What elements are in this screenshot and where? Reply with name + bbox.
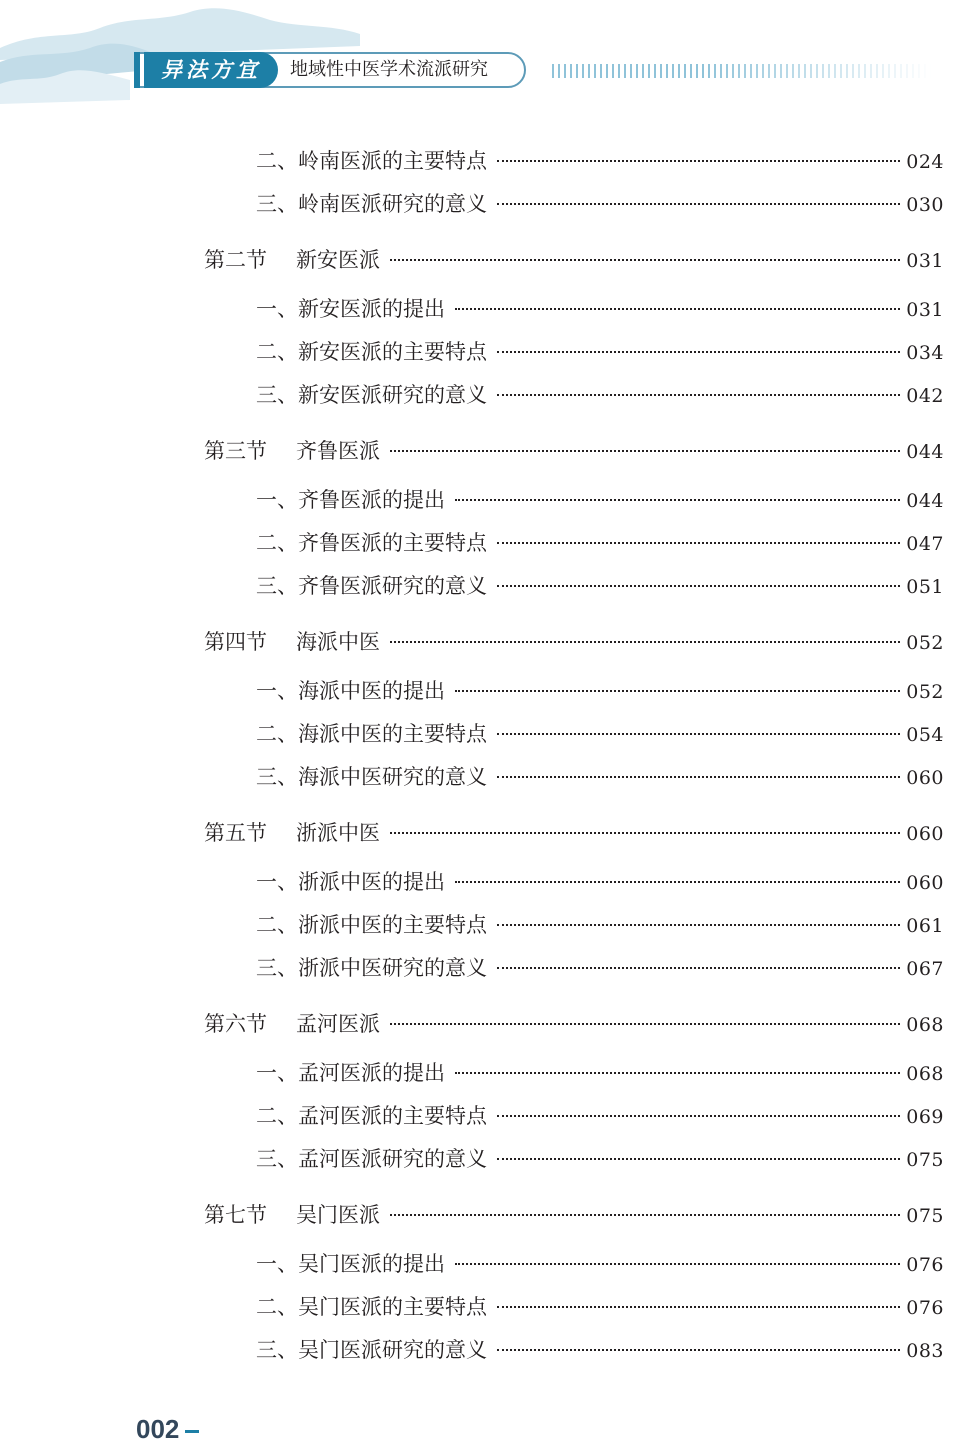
toc-entry-title: 一、吴门医派的提出 [256, 1252, 445, 1276]
toc-page-number: 031 [906, 299, 944, 321]
toc-item-row[interactable] [256, 1248, 944, 1278]
toc-entry-title: 新安医派 [296, 248, 380, 272]
toc-item-row[interactable] [256, 761, 944, 791]
toc-entry-title: 一、新安医派的提出 [256, 297, 445, 321]
toc-section-number: 第六节 [204, 1012, 267, 1036]
toc-dot-leader [390, 1023, 900, 1025]
toc-item-row[interactable] [256, 293, 944, 323]
toc-dot-leader [390, 450, 900, 452]
toc-item-row[interactable] [256, 952, 944, 982]
toc-dot-leader [390, 259, 900, 261]
toc-page-number: 051 [906, 576, 944, 598]
toc-page-number: 076 [906, 1297, 944, 1319]
toc-item-row[interactable] [256, 1143, 944, 1173]
toc-dot-leader [497, 1158, 900, 1160]
toc-entry-title: 二、浙派中医的主要特点 [256, 913, 487, 937]
toc-section-row[interactable] [204, 1199, 944, 1229]
page-number-dash [185, 1430, 199, 1433]
toc-page-number: 068 [906, 1063, 944, 1085]
toc-item-row[interactable] [256, 570, 944, 600]
toc-section-number: 第五节 [204, 821, 267, 845]
toc-page-number: 068 [906, 1014, 944, 1036]
toc-dot-leader [455, 690, 900, 692]
toc-section-number: 第二节 [204, 248, 267, 272]
toc-entry-title: 孟河医派 [296, 1012, 380, 1036]
page-number-text: 002 [136, 1414, 180, 1444]
toc-item-row[interactable] [256, 1334, 944, 1364]
toc-page-number: 044 [906, 441, 944, 463]
toc-dot-leader [390, 832, 900, 834]
toc-item-row[interactable] [256, 1100, 944, 1130]
toc-dot-leader [497, 924, 900, 926]
toc-dot-leader [497, 542, 900, 544]
toc-page-number: 067 [906, 958, 944, 980]
toc-page-number: 047 [906, 533, 944, 555]
toc-page-number: 034 [906, 342, 944, 364]
toc-dot-leader [497, 733, 900, 735]
toc-page-number: 042 [906, 385, 944, 407]
toc-item-row[interactable] [256, 909, 944, 939]
toc-page-number: 069 [906, 1106, 944, 1128]
toc-entry-title: 三、吴门医派研究的意义 [256, 1338, 487, 1362]
toc-dot-leader [497, 394, 900, 396]
toc-entry-title: 二、孟河医派的主要特点 [256, 1104, 487, 1128]
toc-dot-leader [455, 308, 900, 310]
toc-dot-leader [497, 585, 900, 587]
toc-entry-title: 二、新安医派的主要特点 [256, 340, 487, 364]
toc-dot-leader [390, 641, 900, 643]
toc-section-row[interactable] [204, 817, 944, 847]
toc-entry-title: 吴门医派 [296, 1203, 380, 1227]
toc-entry-title: 海派中医 [296, 630, 380, 654]
toc-page-number: 054 [906, 724, 944, 746]
toc-entry-title: 一、浙派中医的提出 [256, 870, 445, 894]
toc-page-number: 060 [906, 767, 944, 789]
toc-entry-title: 三、海派中医研究的意义 [256, 765, 487, 789]
toc-item-row[interactable] [256, 718, 944, 748]
toc-item-row[interactable] [256, 336, 944, 366]
toc-section-row[interactable] [204, 244, 944, 274]
toc-dot-leader [497, 160, 900, 162]
toc-page-number: 044 [906, 490, 944, 512]
page-number [136, 1414, 199, 1445]
toc-dot-leader [455, 1072, 900, 1074]
badge-accent-bar [134, 52, 140, 88]
toc-item-row[interactable] [256, 866, 944, 896]
toc-item-row[interactable] [256, 188, 944, 218]
toc-page-number: 030 [906, 194, 944, 216]
toc-entry-title: 二、吴门医派的主要特点 [256, 1295, 487, 1319]
toc-entry-title: 一、海派中医的提出 [256, 679, 445, 703]
toc-item-row[interactable] [256, 527, 944, 557]
toc-page-number: 075 [906, 1205, 944, 1227]
toc-item-row[interactable] [256, 484, 944, 514]
toc-dot-leader [455, 499, 900, 501]
toc-dot-leader [455, 881, 900, 883]
toc-entry-title: 三、齐鲁医派研究的意义 [256, 574, 487, 598]
toc-dot-leader [497, 203, 900, 205]
toc-entry-title: 一、孟河医派的提出 [256, 1061, 445, 1085]
toc-item-row[interactable] [256, 1057, 944, 1087]
page-header [0, 0, 960, 110]
toc-item-row[interactable] [256, 675, 944, 705]
toc-entry-title: 齐鲁医派 [296, 439, 380, 463]
toc-page-number: 076 [906, 1254, 944, 1276]
toc-page-number: 052 [906, 681, 944, 703]
toc-dot-leader [497, 776, 900, 778]
toc-page-number: 061 [906, 915, 944, 937]
toc-entry-title: 二、齐鲁医派的主要特点 [256, 531, 487, 555]
toc-dot-leader [455, 1263, 900, 1265]
toc-dot-leader [390, 1214, 900, 1216]
header-stripe-decoration [552, 64, 932, 78]
toc-page-number: 083 [906, 1340, 944, 1362]
book-subtitle: 地域性中医学术流派研究 [290, 59, 488, 80]
toc-dot-leader [497, 1349, 900, 1351]
toc-item-row[interactable] [256, 379, 944, 409]
toc-item-row[interactable] [256, 145, 944, 175]
toc-dot-leader [497, 351, 900, 353]
toc-entry-title: 三、浙派中医研究的意义 [256, 956, 487, 980]
toc-section-row[interactable] [204, 1008, 944, 1038]
toc-entry-title: 二、海派中医的主要特点 [256, 722, 487, 746]
toc-entry-title: 一、齐鲁医派的提出 [256, 488, 445, 512]
toc-entry-title: 三、孟河医派研究的意义 [256, 1147, 487, 1171]
toc-page-number: 031 [906, 250, 944, 272]
toc-entry-title: 三、新安医派研究的意义 [256, 383, 487, 407]
toc-page-number: 075 [906, 1149, 944, 1171]
toc-section-row[interactable] [204, 626, 944, 656]
toc-entry-title: 浙派中医 [296, 821, 380, 845]
series-badge [134, 52, 526, 88]
toc-section-number: 第四节 [204, 630, 267, 654]
toc-page-number: 024 [906, 151, 944, 173]
toc-item-row[interactable] [256, 1291, 944, 1321]
toc-entry-title: 三、岭南医派研究的意义 [256, 192, 487, 216]
toc-section-number: 第三节 [204, 439, 267, 463]
series-title: 异法方宜 [144, 52, 278, 88]
toc-entry-title: 二、岭南医派的主要特点 [256, 149, 487, 173]
toc-page-number: 060 [906, 823, 944, 845]
toc-dot-leader [497, 1306, 900, 1308]
toc-section-row[interactable] [204, 435, 944, 465]
toc-section-number: 第七节 [204, 1203, 267, 1227]
toc-page-number: 052 [906, 632, 944, 654]
toc-dot-leader [497, 1115, 900, 1117]
toc-page-number: 060 [906, 872, 944, 894]
toc-dot-leader [497, 967, 900, 969]
